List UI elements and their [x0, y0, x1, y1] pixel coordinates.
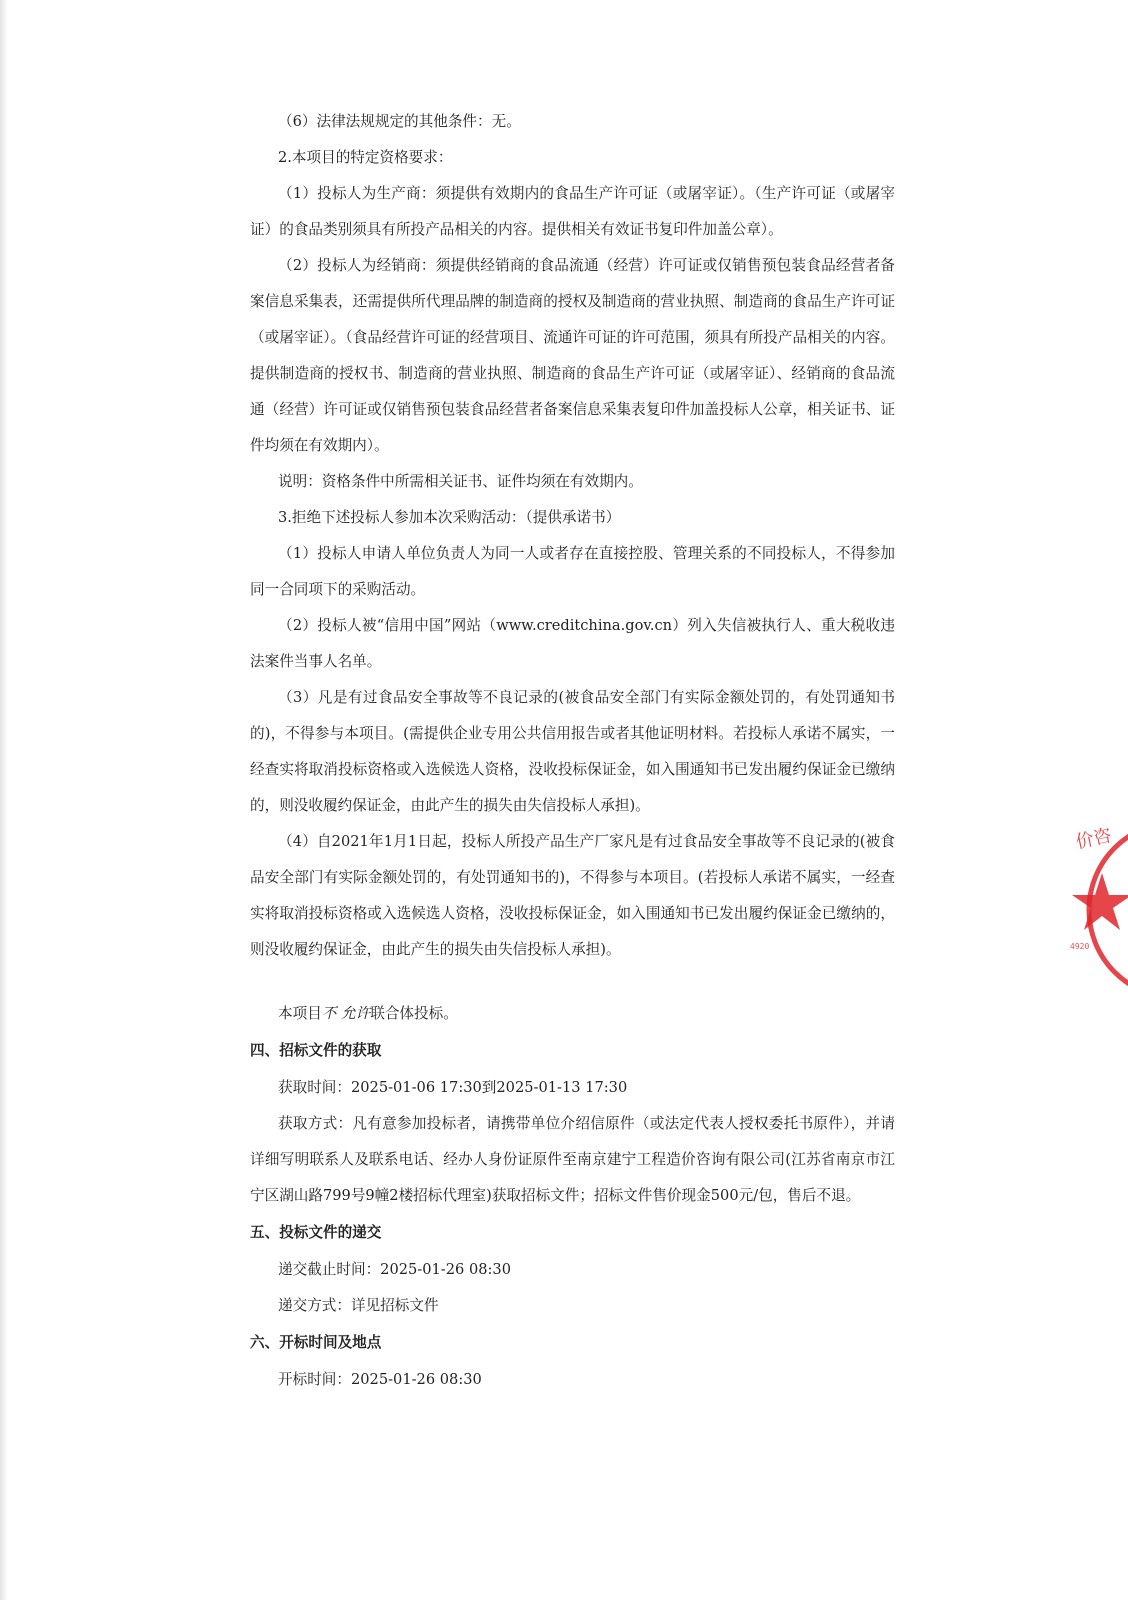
paragraph: 递交截止时间：2025-01-26 08:30 — [278, 1261, 511, 1278]
consortium-statement — [250, 996, 895, 1032]
seal-text-top: 价咨 — [1074, 825, 1114, 854]
seal-text-bottom: 4920 — [1070, 942, 1090, 951]
paragraph: 说明：资格条件中所需相关证书、证件均须在有效期内。 — [278, 473, 643, 490]
paragraph: 3.拒绝下述投标人参加本次采购活动：（提供承诺书） — [278, 509, 621, 526]
company-seal-stamp — [1070, 815, 1128, 1005]
consortium-text-after: 联合体投标。 — [370, 1005, 458, 1022]
paragraph: （6）法律法规规定的其他条件：无。 — [278, 113, 521, 130]
consortium-emphasis: 不 允许 — [321, 1005, 371, 1022]
paragraph: （4）自2021年1月1日起，投标人所投产品生产厂家凡是有过食品安全事故等不良记录的(被食品安全部门有实际金额处罚的，有处罚通知书的)，不得参与本项目。(若投标人承诺不属实，一经查实将取消投标资格或入选候选人资格，没收投标保证金，如入围通知书已发出履约保证金已缴纳的，则没收履约保证金，由此产生的损失由失信投标人承担)。 — [250, 833, 895, 958]
paragraph: （2）投标人为经销商：须提供经销商的食品流通（经营）许可证或仅销售预包装食品经营者备案信息采集表，还需提供所代理品牌的制造商的授权及制造商的营业执照、制造商的食品生产许可证（或屠宰证）。（食品经营许可证的经营项目、流通许可证的许可范围，须具有所投产品相关的内容。提供制造商的授权书、制造商的营业执照、制造商的食品生产许可证（或屠宰证）、经销商的食品流通（经营）许可证或仅销售预包装食品经营者备案信息采集表复印件加盖投标人公章，相关证书、证件均须在有效期内）。 — [250, 257, 895, 454]
consortium-text-before: 本项目 — [278, 1005, 322, 1022]
page-edge-shadow — [0, 0, 8, 1600]
paragraph: （1）投标人为生产商：须提供有效期内的食品生产许可证（或屠宰证）。（生产许可证（或屠宰证）的食品类别须具有所投产品相关的内容。提供相关有效证书复印件加盖公章）。 — [250, 185, 895, 238]
paragraph: 开标时间：2025-01-26 08:30 — [278, 1371, 482, 1388]
paragraph-gap — [250, 968, 895, 996]
section-heading: 六、开标时间及地点 — [250, 1334, 382, 1351]
star-icon — [1072, 873, 1128, 930]
paragraph: （3）凡是有过食品安全事故等不良记录的(被食品安全部门有实际金额处罚的，有处罚通知书的)，不得参与本项目。(需提供企业专用公共信用报告或者其他证明材料。若投标人承诺不属实，一经查实将取消投标资格或入选候选人资格，没收投标保证金，如入围通知书已发出履约保证金已缴纳的，则没收履约保证金，由此产生的损失由失信投标人承担)。 — [250, 689, 895, 814]
paragraph: 递交方式：详见招标文件 — [278, 1297, 439, 1314]
section-heading: 五、投标文件的递交 — [250, 1224, 382, 1241]
paragraph: 获取时间：2025-01-06 17:30到2025-01-13 17:30 — [278, 1079, 628, 1096]
paragraph: 获取方式：凡有意参加投标者，请携带单位介绍信原件（或法定代表人授权委托书原件），并请详细写明联系人及联系电话、经办人身份证原件至南京建宁工程造价咨询有限公司(江苏省南京市江宁区湖山路799号9幢2楼招标代理室)获取招标文件；招标文件售价现金500元/包，售后不退。 — [250, 1115, 895, 1204]
section-heading: 四、招标文件的获取 — [250, 1042, 382, 1059]
paragraph: 2.本项目的特定资格要求： — [278, 149, 453, 166]
paragraph: （2）投标人被“信用中国”网站（www.creditchina.gov.cn）列入失信被执行人、重大税收违法案件当事人名单。 — [250, 617, 895, 670]
paragraph: （1）投标人申请人单位负责人为同一人或者存在直接控股、管理关系的不同投标人，不得参加同一合同项下的采购活动。 — [250, 545, 895, 598]
document-body — [250, 104, 895, 1398]
